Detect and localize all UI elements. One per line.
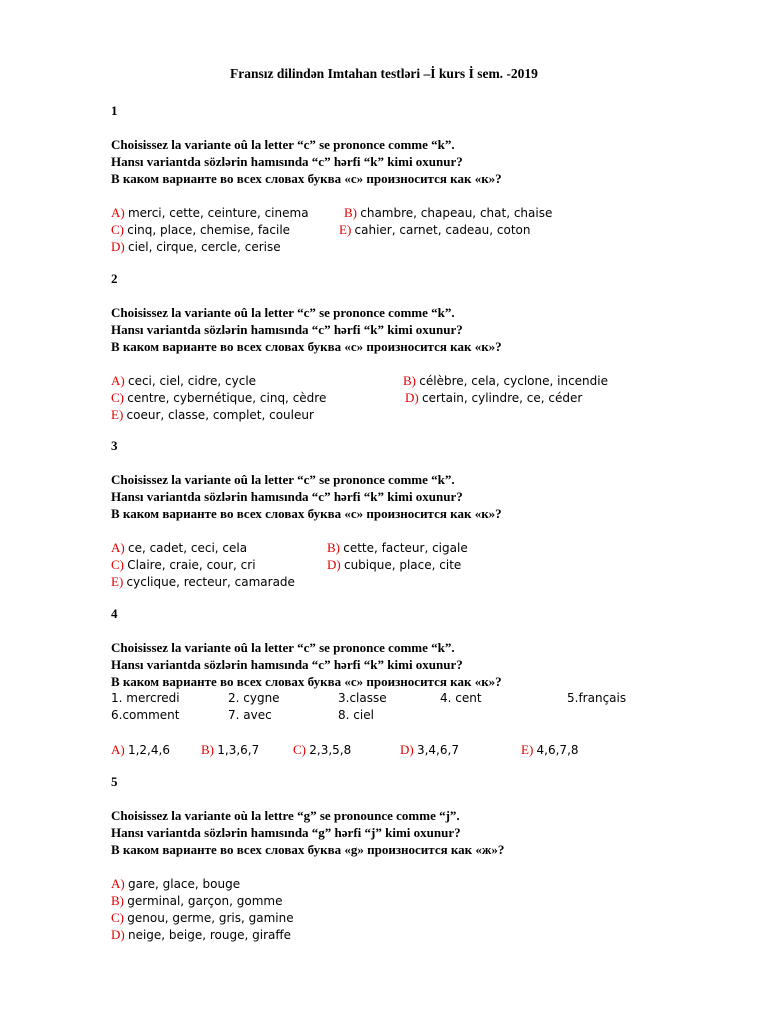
prompt-french: Choisissez la variante oû la letter “c” se prononce comme “k”. bbox=[111, 305, 455, 320]
question-prompt bbox=[111, 807, 731, 858]
option[interactable] bbox=[327, 556, 461, 574]
option-text: célèbre, cela, cyclone, incendie bbox=[419, 374, 608, 388]
prompt-russian: В каком варианте во всех словах буква «c» произносится как «к»? bbox=[111, 339, 502, 354]
option-text: cahier, carnet, cadeau, coton bbox=[354, 223, 531, 237]
option-letter: D) bbox=[111, 239, 125, 254]
option[interactable] bbox=[111, 389, 326, 407]
word-item: 8. ciel bbox=[338, 708, 374, 722]
option-letter: C) bbox=[111, 222, 124, 237]
option[interactable] bbox=[339, 221, 531, 239]
question-prompt bbox=[111, 471, 731, 522]
option-letter: D) bbox=[400, 742, 414, 757]
prompt-russian: В каком варианте во всех словах буква «g» произносится как «ж»? bbox=[111, 842, 505, 857]
option-text: centre, cybernétique, cinq, cèdre bbox=[127, 391, 327, 405]
prompt-russian: В каком варианте во всех словах буква «c» произносится как «к»? bbox=[111, 674, 502, 689]
option-text: certain, cylindre, ce, céder bbox=[421, 391, 583, 405]
word-item: 3.classe bbox=[338, 691, 387, 705]
prompt-french: Choisissez la variante où la lettre “g” se pronounce comme “j”. bbox=[111, 808, 460, 823]
question-prompt bbox=[111, 304, 731, 355]
option-text: neige, beige, rouge, giraffe bbox=[127, 928, 292, 942]
option[interactable] bbox=[111, 926, 291, 944]
option[interactable] bbox=[111, 909, 294, 927]
question-3 bbox=[111, 437, 731, 590]
question-2 bbox=[111, 270, 731, 423]
option-text: genou, germe, gris, gamine bbox=[127, 911, 294, 925]
option-text: 3,4,6,7 bbox=[416, 743, 459, 757]
option[interactable] bbox=[111, 892, 282, 910]
options bbox=[111, 204, 731, 255]
option[interactable] bbox=[111, 406, 314, 424]
option-text: 1,2,4,6 bbox=[127, 743, 170, 757]
option[interactable] bbox=[111, 372, 256, 390]
option-letter: A) bbox=[111, 876, 125, 891]
options bbox=[111, 741, 731, 758]
option[interactable] bbox=[111, 573, 295, 591]
option-letter: B) bbox=[344, 205, 357, 220]
prompt-azerbaijani: Hansı variantda sözlərin hamısında “c” hərfi “k” kimi oxunur? bbox=[111, 489, 463, 504]
option-letter: C) bbox=[111, 910, 124, 925]
option-letter: D) bbox=[111, 927, 125, 942]
option-letter: A) bbox=[111, 205, 125, 220]
word-item: 7. avec bbox=[228, 708, 272, 722]
question-number: 2 bbox=[111, 271, 118, 286]
option-letter: C) bbox=[111, 557, 124, 572]
prompt-azerbaijani: Hansı variantda sözlərin hamısında “g” hərfi “j” kimi oxunur? bbox=[111, 825, 461, 840]
option-letter: B) bbox=[201, 742, 214, 757]
prompt-french: Choisissez la variante oû la letter “c” se prononce comme “k”. bbox=[111, 137, 455, 152]
word-item: 2. cygne bbox=[228, 691, 280, 705]
options bbox=[111, 875, 731, 943]
option-letter: E) bbox=[521, 742, 534, 757]
prompt-russian: В каком варианте во всех словах буква «c» произносится как «к»? bbox=[111, 171, 502, 186]
question-5 bbox=[111, 773, 731, 943]
question-number: 3 bbox=[111, 438, 118, 453]
option-text: ceci, ciel, cidre, cycle bbox=[127, 374, 257, 388]
word-item: 6.comment bbox=[111, 708, 180, 722]
option-letter: A) bbox=[111, 540, 125, 555]
option[interactable] bbox=[111, 875, 240, 893]
option-text: ce, cadet, ceci, cela bbox=[127, 541, 248, 555]
option-text: cinq, place, chemise, facile bbox=[127, 223, 291, 237]
option-letter: D) bbox=[327, 557, 341, 572]
options bbox=[111, 372, 731, 423]
option-letter: D) bbox=[405, 390, 419, 405]
option[interactable] bbox=[111, 556, 256, 574]
option[interactable] bbox=[405, 389, 582, 407]
prompt-french: Choisissez la variante oû la letter “c” se prononce comme “k”. bbox=[111, 640, 455, 655]
question-number: 4 bbox=[111, 606, 118, 621]
option-text: 2,3,5,8 bbox=[309, 743, 352, 757]
option-text: Claire, craie, cour, cri bbox=[127, 558, 256, 572]
option-text: gare, glace, bouge bbox=[127, 877, 241, 891]
option[interactable] bbox=[111, 539, 247, 557]
question-4 bbox=[111, 605, 731, 758]
question-number: 1 bbox=[111, 103, 118, 118]
word-item: 1. mercredi bbox=[111, 691, 180, 705]
option-text: cette, facteur, cigale bbox=[343, 541, 468, 555]
option[interactable] bbox=[344, 204, 552, 222]
option-text: germinal, garçon, gomme bbox=[127, 894, 283, 908]
word-item: 4. cent bbox=[440, 691, 482, 705]
option[interactable] bbox=[403, 372, 608, 390]
option[interactable] bbox=[201, 741, 259, 759]
prompt-azerbaijani: Hansı variantda sözlərin hamısında “c” hərfi “k” kimi oxunur? bbox=[111, 154, 463, 169]
option[interactable] bbox=[327, 539, 468, 557]
word-list bbox=[111, 690, 731, 724]
option-letter: C) bbox=[293, 742, 306, 757]
question-prompt bbox=[111, 639, 731, 690]
prompt-french: Choisissez la variante oû la letter “c” se prononce comme “k”. bbox=[111, 472, 455, 487]
option[interactable] bbox=[111, 221, 290, 239]
option-letter: E) bbox=[339, 222, 352, 237]
option[interactable] bbox=[111, 238, 281, 256]
prompt-azerbaijani: Hansı variantda sözlərin hamısında “c” hərfi “k” kimi oxunur? bbox=[111, 657, 463, 672]
option-text: 4,6,7,8 bbox=[536, 743, 579, 757]
option-letter: B) bbox=[403, 373, 416, 388]
prompt-russian: В каком варианте во всех словах буква «c» произносится как «к»? bbox=[111, 506, 502, 521]
option-text: coeur, classe, complet, couleur bbox=[126, 408, 314, 422]
option-letter: B) bbox=[111, 893, 124, 908]
option-letter: E) bbox=[111, 574, 124, 589]
option-letter: C) bbox=[111, 390, 124, 405]
option-text: 1,3,6,7 bbox=[217, 743, 260, 757]
option-letter: E) bbox=[111, 407, 124, 422]
question-1 bbox=[111, 102, 731, 255]
document-title: Fransız dilindən Imtahan testləri –İ kurs İ sem. -2019 bbox=[230, 66, 538, 81]
prompt-azerbaijani: Hansı variantda sözlərin hamısında “c” hərfi “k” kimi oxunur? bbox=[111, 322, 463, 337]
option-text: ciel, cirque, cercle, cerise bbox=[127, 240, 281, 254]
option[interactable] bbox=[293, 741, 351, 759]
question-prompt bbox=[111, 136, 731, 187]
option[interactable] bbox=[111, 741, 170, 759]
option[interactable] bbox=[400, 741, 459, 759]
option-letter: A) bbox=[111, 742, 125, 757]
option-text: cyclique, recteur, camarade bbox=[126, 575, 295, 589]
option-text: merci, cette, ceinture, cinema bbox=[127, 206, 309, 220]
option-text: chambre, chapeau, chat, chaise bbox=[360, 206, 553, 220]
option-letter: B) bbox=[327, 540, 340, 555]
option[interactable] bbox=[111, 204, 309, 222]
option-text: cubique, place, cite bbox=[343, 558, 462, 572]
options bbox=[111, 539, 731, 590]
word-item: 5.français bbox=[567, 691, 627, 705]
option-letter: A) bbox=[111, 373, 125, 388]
option[interactable] bbox=[521, 741, 579, 759]
question-number: 5 bbox=[111, 774, 118, 789]
